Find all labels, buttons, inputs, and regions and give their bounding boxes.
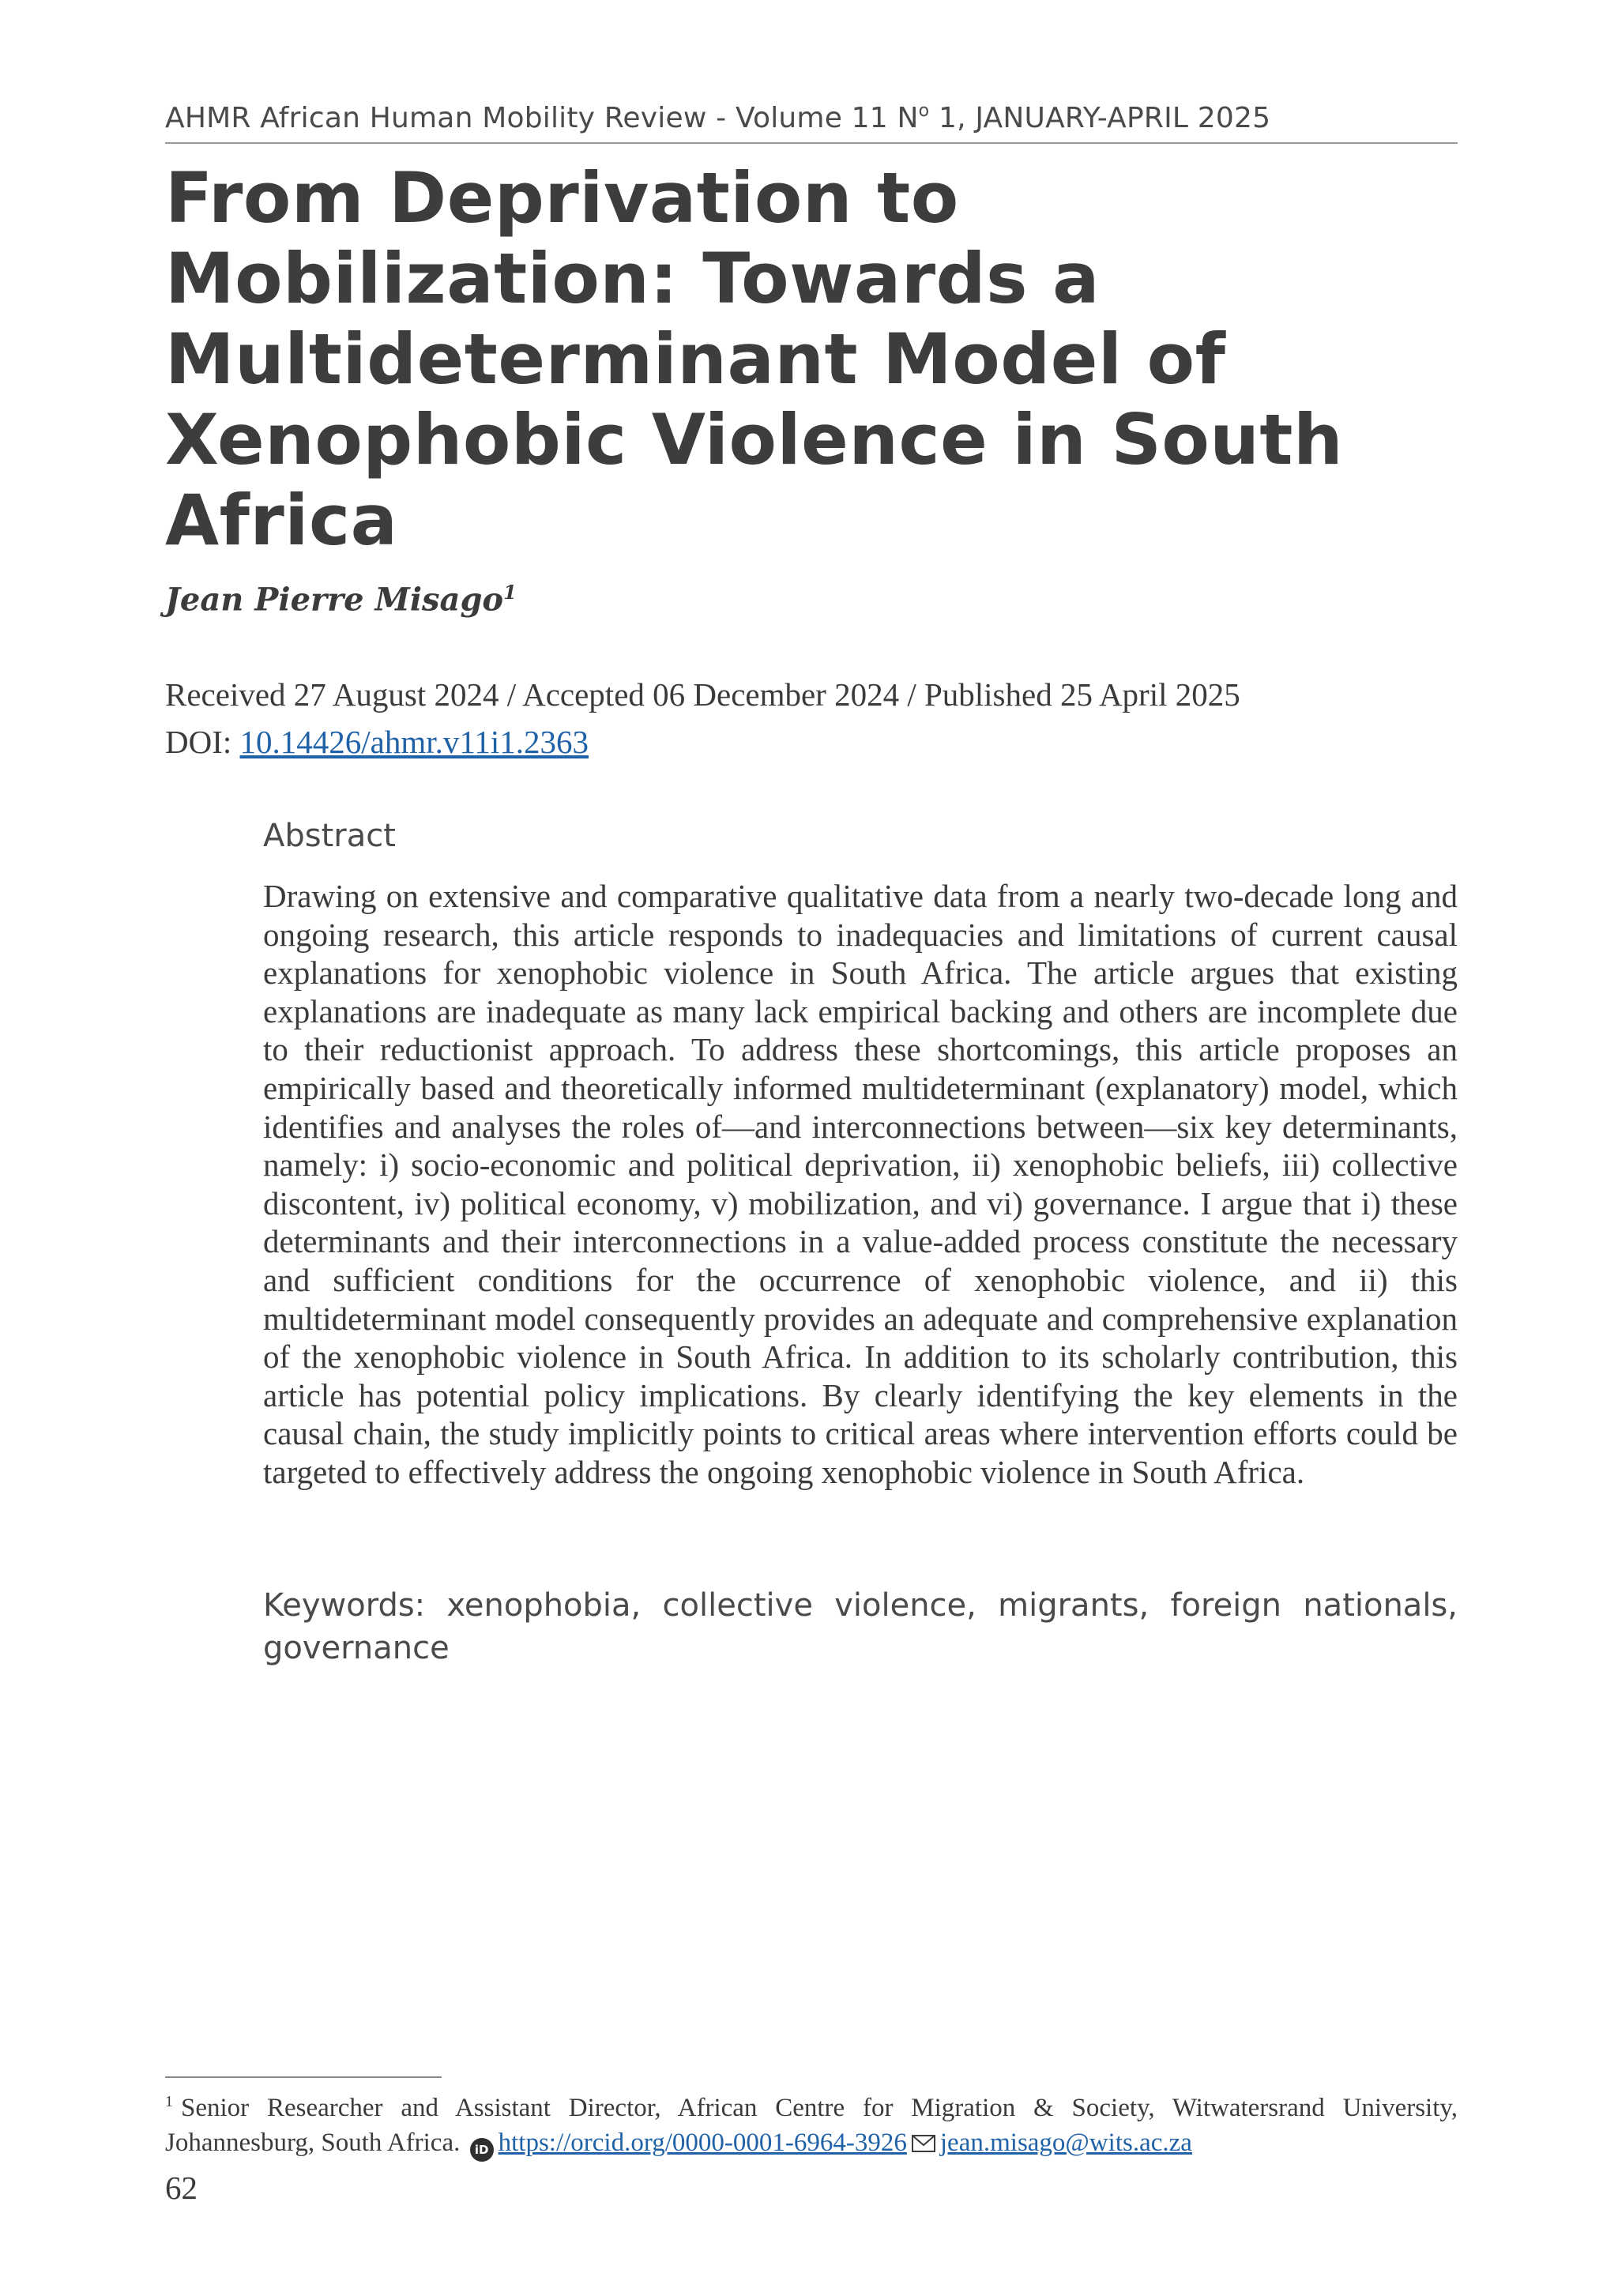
page-number: 62 (165, 2170, 198, 2206)
doi-label: DOI: (165, 724, 240, 760)
footnote (165, 2084, 1458, 2162)
running-head (165, 101, 1458, 134)
envelope-icon (912, 2135, 935, 2152)
running-head-text: AHMR African Human Mobility Review - Volume 11 N (165, 102, 919, 134)
keywords: Keywords: xenophobia, collective violence, migrants, foreign nationals, governance (263, 1587, 1458, 1666)
author-name: Jean Pierre Misago (165, 581, 504, 619)
footnote-affiliation: Senior Researcher and Assistant Director, African Centre for Migration & Society, Witwatersrand University, Johannesburg, South Africa. (165, 2094, 1458, 2157)
footnote-mark: 1 (165, 2093, 173, 2110)
publication-dates: Received 27 August 2024 / Accepted 06 December 2024 / Published 25 April 2025 (165, 676, 1240, 713)
running-head-superscript: o (918, 101, 930, 121)
doi-line (165, 723, 589, 761)
email-link[interactable]: jean.misago@wits.ac.za (939, 2129, 1192, 2157)
header-divider (165, 142, 1458, 144)
running-head-issue: 1, JANUARY-APRIL 2025 (929, 102, 1271, 134)
author-line (165, 581, 517, 618)
abstract-body: Drawing on extensive and comparative qualitative data from a nearly two-decade long and ongoing research, this article responds to inadequacies and limitations of current causal explanations for xenophobic violence in South Africa. The article argues that existing explanations are inadequate as many lack empirical backing and others are incomplete due to their reductionist approach. To address these shortcomings, this article proposes an empirically based and theoretically informed multideterminant (explanatory) model, which identifies and analyses the roles of—and interconnections between—six key determinants, namely: i) socio-economic and political deprivation, ii) xenophobic beliefs, iii) collective discontent, iv) political economy, v) mobilization, and vi) governance. I argue that i) these determinants and their interconnections in a value-added process constitute the necessary and sufficient conditions for the occurrence of xenophobic violence, and ii) this multideterminant model consequently provides an adequate and comprehensive explanation of the xenophobic violence in South Africa. In addition to its scholarly contribution, this article has potential policy implications. By clearly identifying the key elements in the causal chain, the study implicitly points to critical areas where intervention efforts could be targeted to effectively address the ongoing xenophobic violence in South Africa. (263, 878, 1458, 1490)
doi-link[interactable]: 10.14426/ahmr.v11i1.2363 (239, 724, 589, 760)
abstract-heading: Abstract (263, 818, 396, 854)
author-footnote-mark: 1 (503, 581, 517, 604)
orcid-icon: iD (470, 2138, 494, 2162)
orcid-link[interactable]: https://orcid.org/0000-0001-6964-3926 (498, 2129, 907, 2157)
footnote-divider (165, 2076, 442, 2078)
article-title: From Deprivation to Mobilization: Towards a Multideterminant Model of Xenophobic Violence in South Africa (165, 157, 1344, 561)
